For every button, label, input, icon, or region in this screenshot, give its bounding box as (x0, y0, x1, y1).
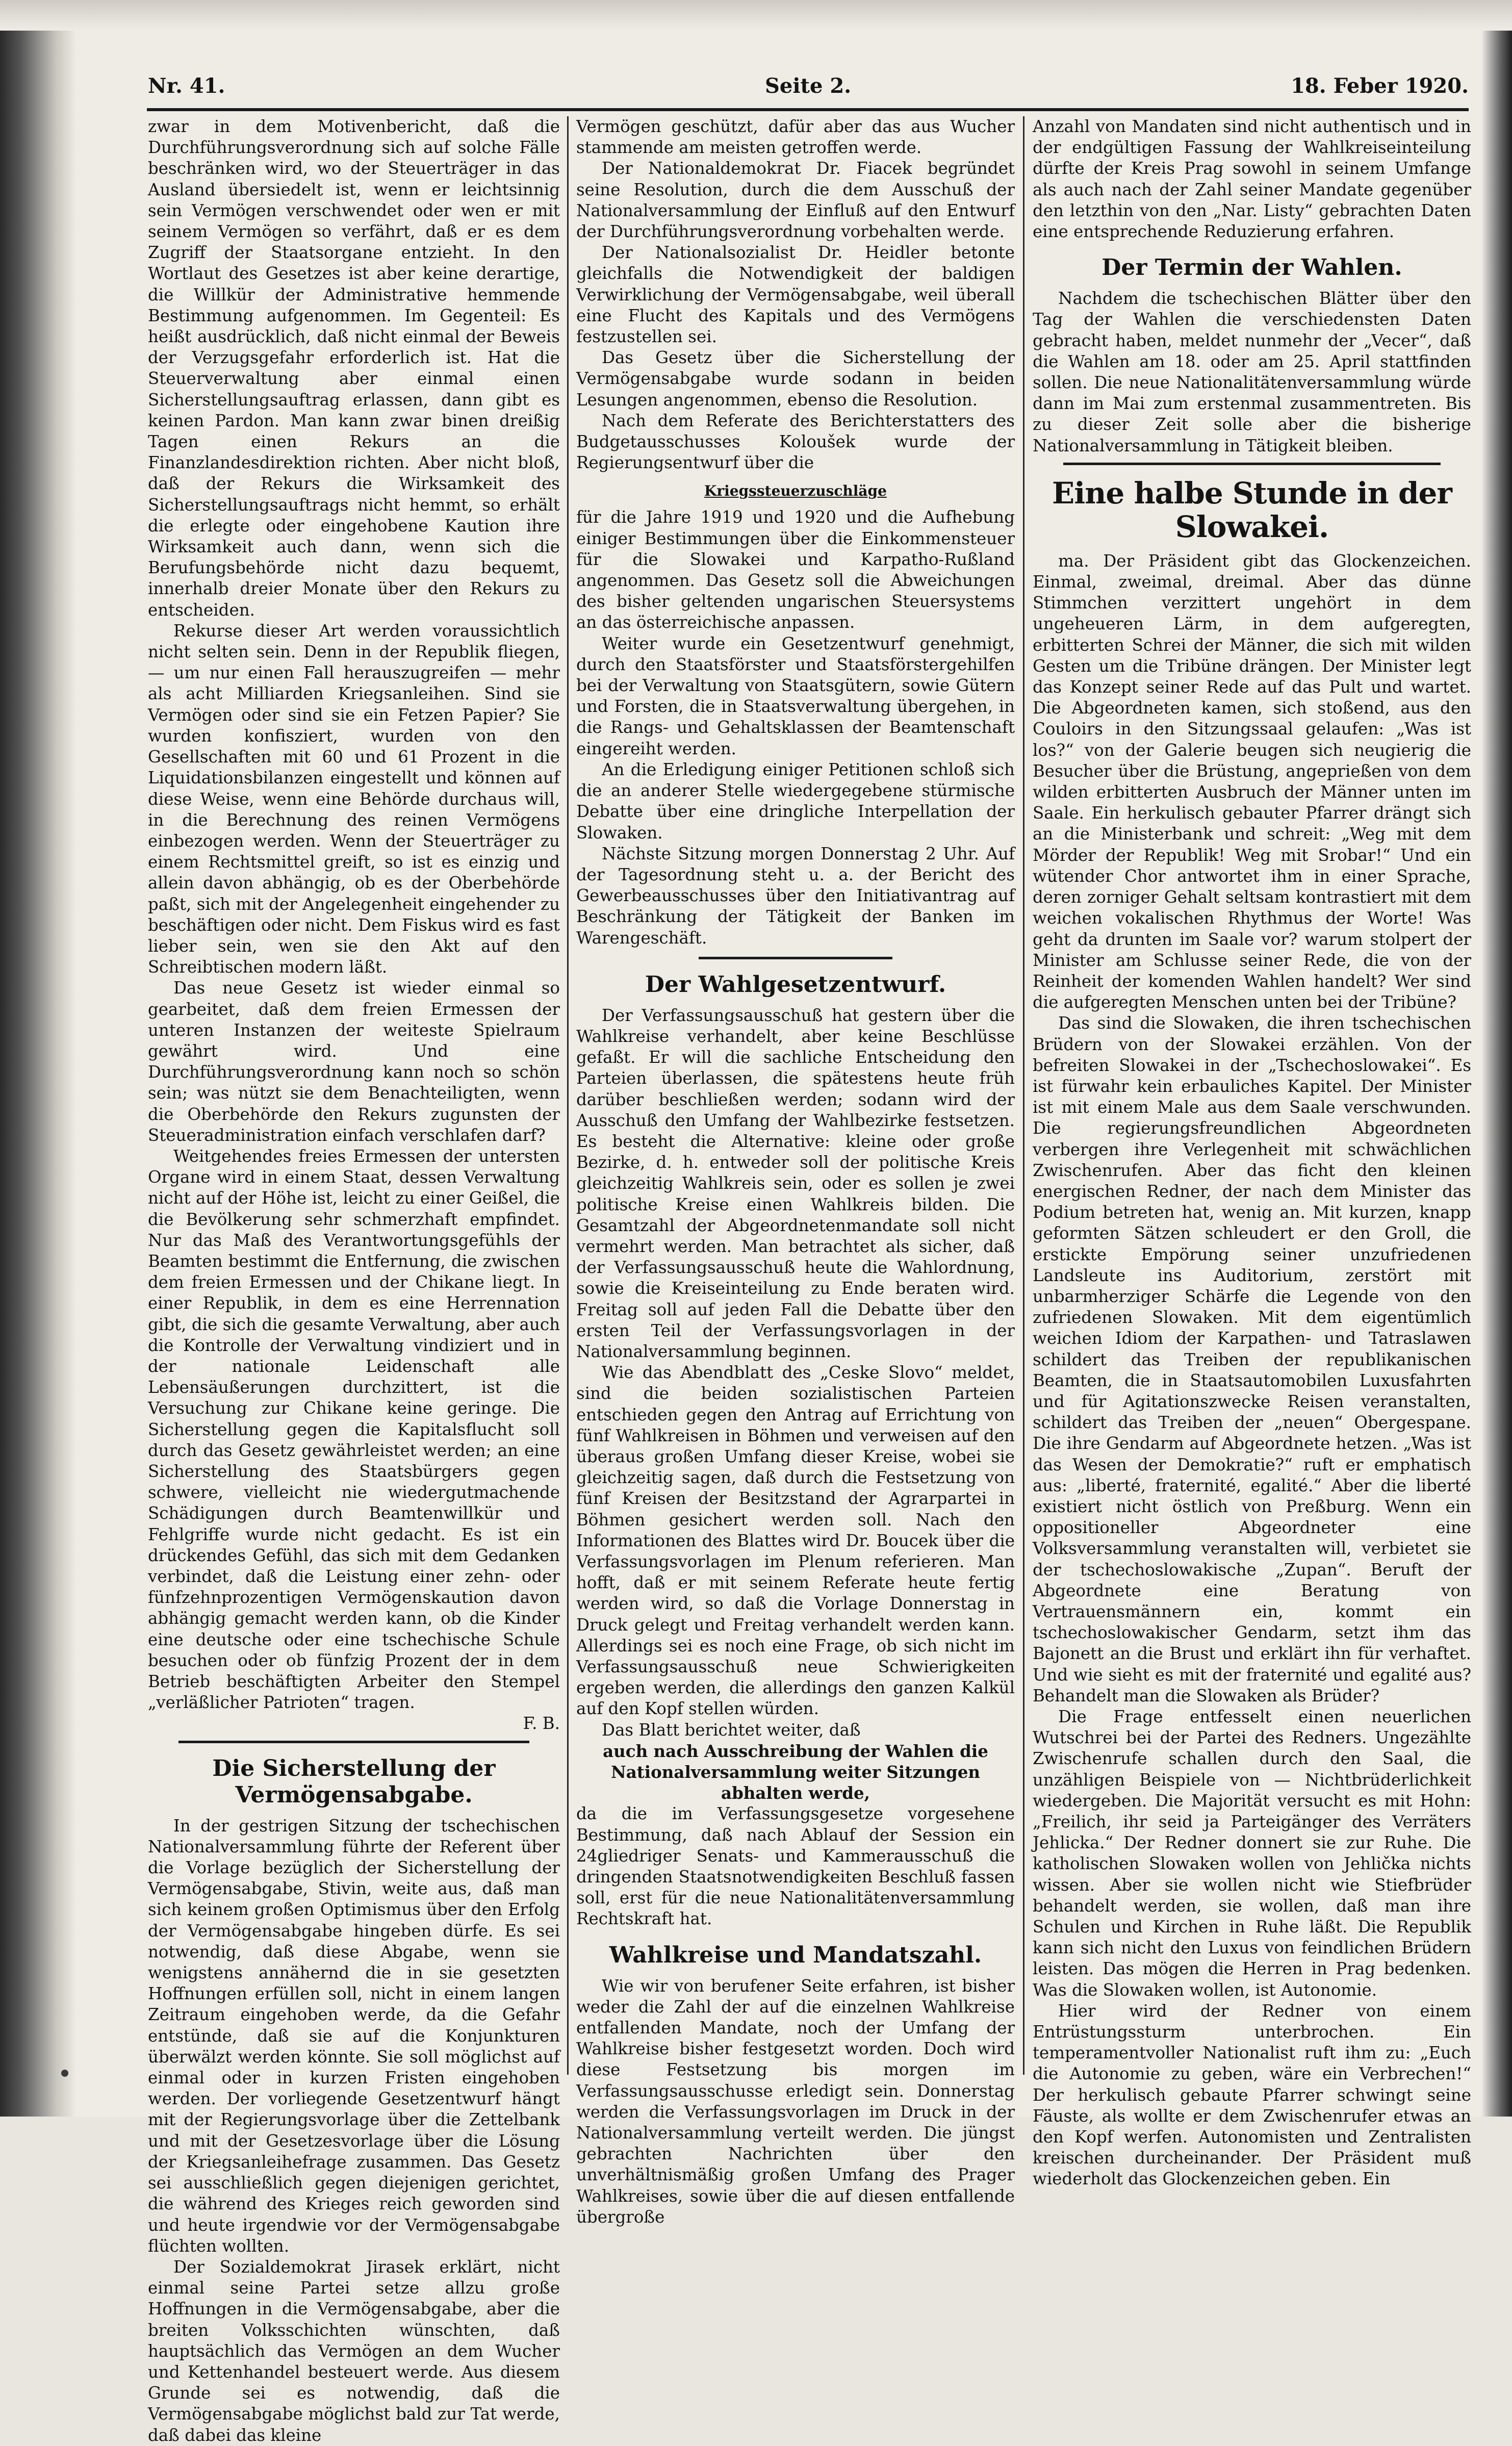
paragraph: Das Blatt berichtet weiter, daß (602, 1720, 861, 1740)
paragraph: Vermögen geschützt, dafür aber das aus Wucher stammende am meisten getroffen werde. (576, 117, 1015, 158)
article-heading-sicherstellung: Die Sicherstellung der Vermögensabgabe. (212, 1755, 496, 1808)
paragraph: Das neue Gesetz ist wieder einmal so gearbeitet, daß dem freien Ermessen der unteren Instanzen der weiteste Spielraum gewährt wird. Und eine Durchführungsverordnung kann noch so schön sein; was nützt sie dem Benachteiligten, wenn die Oberbehörde den Rekurs zugunsten der Steueradministration einfach verschlafen darf? (148, 978, 560, 1145)
paragraph: ma. Der Präsident gibt das Glockenzeichen. Einmal, zweimal, dreimal. Aber das dünne Stimmchen verzittert ungehört in dem ungeheueren Lärm, in dem aufgeregten, erbitterten Schrei der Männer, die sich mit wilden Gesten um die Tribüne drängen. Der Minister legt das Konzept seiner Rede auf das Pult und wartet. Die Abgeordneten kamen, sich stoßend, aus den Couloirs in den Sitzungssaal gelaufen: „Was ist los?“ von der Galerie beugen sich neugierig die Besucher über die Brüstung, angeprießen von dem wilden erbitterten Ausbruch der Männer unten im Saale. Ein herkulisch gebauter Pfarrer drängt sich an die Ministerbank und schreit: „Weg mit dem Mörder der Republik! Weg mit Srobar!“ Und ein wütender Chor antwortet ihm in einer Sprache, deren zorniger Gehalt seltsam kontrastiert mit dem weichen vokalischen Rhythmus der Worte! Was geht da drunten im Saale vor? warum stolpert der Minister am Schlusse seiner Rede, die von der Reinheit der komenden Wahlen handelt? Wer sind die aufgeregten Menschen unten bei der Tribüne? (1033, 551, 1471, 1012)
column-3 (1033, 116, 1471, 2189)
page-number: Seite 2. (765, 74, 852, 98)
paragraph: Anzahl von Mandaten sind nicht authentisch und in der endgültigen Fassung der Wahlkreiseinteilung dürfte der Kreis Prag sowohl in seinem Umfange als auch nach der Zahl seiner Mandate gegenüber den letzthin von den „Nar. Listy“ gebrachten Daten eine entsprechende Reduzierung erfahren. (1033, 117, 1471, 242)
paragraph: Der Sozialdemokrat Jirasek erklärt, nicht einmal seine Partei setze allzu große Hoffnungen in die Vermögensabgabe, aber die breiten Volksschichten wünschten, daß hauptsächlich das Vermögen an dem Wucher und Kettenhandel besteuert werde. Aus diesem Grunde sei es notwendig, daß die Vermögensabgabe möglichst bald zur Tat werde, daß dabei das kleine (148, 2257, 560, 2445)
subheading-kriegssteuer: Kriegssteuerzuschläge (704, 482, 887, 500)
column-separator (1023, 116, 1024, 2075)
paragraph: Der Nationalsozialist Dr. Heidler betonte gleichfalls die Notwendigkeit der baldigen Verwirklichung der Vermögensabgabe, weil überall eine Flucht des Kapitals und des Vermögens festzustellen sei. (576, 243, 1015, 347)
paragraph: zwar in dem Motivenbericht, daß die Durchführungsverordnung sich auf solche Fälle beschränken wird, wo der Steuerträger in das Ausland übersiedelt ist, wenn er leichtsinnig sein Vermögen verschwendet oder wen er mit seinem Vermögen so verfährt, daß er es dem Zugriff der Staatsorgane entzieht. In den Wortlaut des Gesetzes ist aber keine derartige, die Willkür der Administrative hemmende Bestimmung aufgenommen. Im Gegenteil: Es heißt ausdrücklich, daß nicht einmal der Beweis der Verzugsgefahr erforderlich ist. Hat die Steuerverwaltung aber einmal einen Sicherstellungsauftrag erlassen, dann gibt es keinen Pardon. Man kann zwar binen dreißig Tagen einen Rekurs an die Finanzlandesdirektion richten. Aber nicht bloß, daß der Rekurs die Wirksamkeit des Sicherstellungsauftrags nicht hemmt, so erhält die erlegte oder eingehobene Kaution ihre Wirksamkeit auch dann, wenn sich die Berufungsbehörde nicht dazu bequemt, innerhalb dreier Monate über den Rekurs zu entscheiden. (148, 117, 560, 620)
paragraph: Rekurse dieser Art werden voraussichtlich nicht selten sein. Denn in der Republik fliegen, — um nur einen Fall herauszugreifen — mehr als acht Milliarden Kriegsanleihen. Sind sie Vermögen oder sind sie ein Fetzen Papier? Sie wurden konfisziert, wurden von den Gesellschaften mit 60 und 61 Prozent in die Liquidationsbilanzen eingestellt und können auf diese Weise, wenn eine Behörde durchaus will, in die Berechnung des reinen Vermögens einbezogen werden. Wenn der Steuerträger zu einem Rechtsmittel greift, so ist es einzig und allein davon abhängig, ob es der Oberbehörde paßt, sich mit der Angelegenheit eingehender zu beschäftigen oder nicht. Dem Fiskus wird es fast lieber sein, wen sie den Akt auf den Schreibtischen modern läßt. (148, 621, 560, 977)
section-rule (1063, 463, 1441, 465)
article-heading-mandatszahl: Wahlkreise und Mandatszahl. (609, 1942, 982, 1968)
column-separator (567, 116, 569, 2075)
paragraph: da die im Verfassungsgesetze vorgesehene Bestimmung, daß nach Ablauf der Session ein 24gliedriger Senats- und Kammerausschuß die dringenden Staatsnotwendigkeiten Beschluß fassen soll, erst für die neue Nationalitätenversammlung Rechtskraft hat. (576, 1804, 1015, 1929)
scan-dot (61, 2070, 68, 2077)
highlighted-statement: auch nach Ausschreibung der Wahlen die Nationalversammlung weiter Sitzungen abhalten werde, (603, 1741, 988, 1803)
header-rule (147, 108, 1469, 111)
author-signature: F. B. (523, 1714, 560, 1734)
paragraph: Nach dem Referate des Berichterstatters des Budgetausschusses Koloušek wurde der Regierungsentwurf über die (576, 411, 1015, 473)
paragraph: Der Verfassungsausschuß hat gestern über die Wahlkreise verhandelt, aber keine Beschlüsse gefaßt. Er will die sachliche Entscheidung den Parteien überlassen, die spätestens heute früh darüber beschließen werden; sodann wird der Ausschuß den Umfang der Wahlbezirke festsetzen. Es besteht die Alternative: kleine oder große Bezirke, d. h. entweder soll der politische Kreis gleichzeitig Wahlkreis sein, oder es sollen je zwei politische Kreise einen Wahlkreis bilden. Die Gesamtzahl der Abgeordnetenmandate soll nicht vermehrt werden. Man betrachtet als sicher, daß der Verfassungsausschuß heute die Wahlordnung, sowie die Kreiseinteilung zu Ende beraten wird. Freitag soll auf jeden Fall die Debatte über den ersten Teil der Verfassungsvorlagen in der Nationalversammlung beginnen. (576, 1005, 1015, 1361)
paragraph: Nachdem die tschechischen Blätter über den Tag der Wahlen die verschiedensten Daten gebracht haben, meldet nunmehr der „Vecer“, daß die Wahlen am 18. oder am 25. April stattfinden sollen. Die neue Nationalitätenversammlung würde dann im Mai zum erstenmal zusammentreten. Bis zu dieser Zeit solle aber die bisherige Nationalversammlung in Tätigkeit bleiben. (1033, 289, 1471, 455)
article-heading-wahlgesetz: Der Wahlgesetzentwurf. (645, 971, 946, 998)
paragraph: Nächste Sitzung morgen Donnerstag 2 Uhr. Auf der Tagesordnung steht u. a. der Bericht des Gewerbeausschusses über den Initiativantrag auf Beschränkung der Tätigkeit der Banken im Warengeschäft. (576, 844, 1015, 948)
scan-top-edge (0, 0, 1512, 31)
paragraph: Weitgehendes freies Ermessen der untersten Organe wird in einem Staat, dessen Verwaltung nicht auf der Höhe ist, leicht zu einer Geißel, die die Bevölkerung sehr schmerzhaft empfindet. Nur das Maß des Verantwortungsgefühls der Beamten bestimmt die Entfernung, die zwischen dem freien Ermessen und der Chikane liegt. In einer Republik, in dem es eine Herrennation gibt, die sich die gesamte Verwaltung, aber auch die Kontrolle der Verwaltung vindiziert und in der nationale Leidenschaft alle Lebensäußerungen durchzittert, ist die Versuchung zur Chikane keine geringe. Die Sicherstellung gegen die Kapitalsflucht soll durch das Gesetz gewährleistet werden; an eine Sicherstellung des Staatsbürgers gegen schwere, vielleicht nie wiedergutmachende Schädigungen durch Beamtenwillkür und Fehlgriffe wurde nicht gedacht. Es ist ein drückendes Gefühl, das sich mit dem Gedanken verbindet, daß die Leistung einer zehn- oder fünfzehnprozentigen Vermögenskaution davon abhängig gemacht werden kann, ob die Kinder eine deutsche oder eine tschechische Schule besuchen oder ob fünfzig Prozent der in dem Betrieb beschäftigten Arbeiter den Stempel „verläßlicher Patrioten“ tragen. (148, 1146, 560, 1713)
section-rule (699, 957, 892, 959)
paragraph: für die Jahre 1919 und 1920 und die Aufhebung einiger Bestimmungen über die Einkommensteuer für die Slowakei und Karpatho-Rußland angenommen. Das Gesetz soll die Abweichungen des bisher geltenden ungarischen Steuersystems an das österreichische anpassen. (576, 507, 1015, 632)
scan-right-edge (1481, 0, 1512, 2117)
column-1 (148, 116, 560, 2445)
paragraph: Hier wird der Redner von einem Entrüstungssturm unterbrochen. Ein temperamentvoller Nationalist ruft ihm zu: „Euch die Autonomie zu geben, wäre ein Verbrechen!“ Der herkulisch gebaute Pfarrer schwingt seine Fäuste, als wollte er dem Zwischenrufer etwas an den Kopf werfen. Autonomisten und Zentralisten kreischen durcheinander. Der Präsident muß wiederholt das Glockenzeichen geben. Ein (1033, 2001, 1471, 2189)
paragraph: Der Nationaldemokrat Dr. Fiacek begründet seine Resolution, durch die dem Ausschuß der Nationalversammlung der Einfluß auf den Entwurf der Durchführungsverordnung vorbehalten werde. (576, 159, 1015, 242)
section-rule (178, 1741, 529, 1743)
paragraph: Wie das Abendblatt des „Ceske Slovo“ meldet, sind die beiden sozialistischen Parteien entschieden gegen den Antrag auf Errichtung von fünf Wahlkreisen in Böhmen und verweisen auf den überaus großen Umfang dieser Kreise, wobei sie gleichzeitig sagen, daß durch die Festsetzung von fünf Kreisen der Besitzstand der Agrarpartei in Böhmen gesichert werden soll. Nach den Informationen des Blattes wird Dr. Boucek über die Verfassungsvorlagen im Plenum referieren. Man hofft, daß er mit seinem Referate heute fertig werden wird, so daß die Vorlage Donnerstag in Druck gelegt und Freitag verhandelt werden kann. Allerdings sei es noch eine Frage, ob sich nicht im Verfassungsausschuß neue Schwierigkeiten ergeben werden, die allerdings den ganzen Kalkül auf den Kopf stellen würden. (576, 1363, 1015, 1719)
page-header (148, 74, 1469, 105)
scan-left-edge (0, 0, 76, 2117)
paragraph: Die Frage entfesselt einen neuerlichen Wutschrei bei der Partei des Redners. Ungezählte Zwischenrufe schallen durch den Saal, die unzähligen Beispiele von — Nichtbrüderlichkeit wiedergeben. Die Majorität versucht es mit Hohn: „Freilich, ihr seid ja Parteigänger des Verräters Jehlicka.“ Der Redner donnert sie zur Ruhe. Die katholischen Slowaken wollen von Jehlička nichts wissen. Aber sie wollen nicht wie Stiefbrüder behandelt werden, sie wollen, daß man ihre Schulen und Kirchen in Ruhe läßt. Die Republik kann sich nicht den Luxus von feindlichen Brüdern leisten. Das mögen die Herren in Prag bedenken. Was die Slowaken wollen, ist Autonomie. (1033, 1707, 1471, 2000)
paragraph: Das Gesetz über die Sicherstellung der Vermögensabgabe wurde sodann in beiden Lesungen angenommen, ebenso die Resolution. (576, 348, 1015, 410)
article-heading-slowakei: Eine halbe Stunde in der Slowakei. (1052, 475, 1452, 544)
column-2 (576, 116, 1015, 2227)
issue-date: 18. Feber 1920. (1291, 74, 1469, 98)
paragraph: Wie wir von berufener Seite erfahren, ist bisher weder die Zahl der auf die einzelnen Wahlkreise entfallenden Mandate, noch der Umfang der Wahlkreise bisher festgesetzt worden. Doch wird diese Festsetzung bis morgen im Verfassungsausschusse erledigt sein. Donnerstag werden die Verfassungsvorlagen im Druck in der Nationalversammlung verteilt werden. Die jüngst gebrachten Nachrichten über den unverhältnismäßig großen Umfang des Prager Wahlkreises, sowie über die auf diesen entfallende übergroße (576, 1976, 1015, 2227)
paragraph: Das sind die Slowaken, die ihren tschechischen Brüdern von der Slowakei erzählen. Von der befreiten Slowakei in der „Tschechoslowakei“. Es ist fürwahr kein erbauliches Kapitel. Der Minister ist mit einem Male aus dem Saale verschwunden. Die regierungsfreundlichen Abgeordneten verbergen ihre Verlegenheit mit schwächlichen Zwischenrufen. Aber das ficht den kleinen energischen Redner, der nach dem Minister das Podium betreten hat, wenig an. Mit kurzen, knapp geformten Sätzen schleudert er den Groll, die erstickte Empörung seiner unzufriedenen Landsleute ins Auditorium, zerstört mit unbarmherziger Schärfe die Legende von den zufriedenen Slowaken. Mit dem eigentümlich weichen Idiom der Karpathen- und Tatraslawen schildert das Treiben der republikanischen Beamten, die in Staatsautomobilen Luxusfahrten und für Agitationszwecke Reisen veranstalten, schildert das Treiben der „neuen“ Obergespane. Die ihre Gendarm auf Abgeordnete hetzen. „Was ist das Wesen der Demokratie?“ ruft er emphatisch aus: „liberté, fraternité, egalité.“ Aber die liberté existiert nicht östlich von Preßburg. Wenn ein oppositioneller Abgeordneter eine Volksversammlung veranstalten will, verbietet sie der tschechoslowakische „Zupan“. Beruft der Abgeordnete eine Beratung von Vertrauensmännern ein, kommt ein tschechoslowakischer Gendarm, setzt ihm das Bajonett an die Brust und erklärt ihn für verhaftet. Und wie sieht es mit der fraternité und egalité aus? Behandelt man die Slowaken als Brüder? (1033, 1013, 1471, 1705)
article-heading-termin: Der Termin der Wahlen. (1101, 254, 1402, 281)
paragraph: Weiter wurde ein Gesetzentwurf genehmigt, durch den Staatsförster und Staatsförstergehilfen bei der Verwaltung von Staatsgütern, sowie Gütern und Forsten, die in Staatsverwaltung übergehen, in die Rangs- und Gehaltsklassen der Beamtenschaft eingereiht werden. (576, 633, 1015, 758)
issue-number: Nr. 41. (148, 74, 225, 98)
paragraph: An die Erledigung einiger Petitionen schloß sich die an anderer Stelle wiedergegebene stürmische Debatte über eine dringliche Interpellation der Slowaken. (576, 759, 1015, 843)
paragraph: In der gestrigen Sitzung der tschechischen Nationalversammlung führte der Referent über die Vorlage bezüglich der Sicherstellung der Vermögensabgabe, Stivin, weite aus, daß man sich keinem großen Optimismus über den Erfolg der Vermögensabgabe hingeben dürfe. Es sei notwendig, daß diese Abgabe, wenn sie wenigstens annähernd die in sie gesetzten Hoffnungen erfüllen soll, nicht in einem langen Zeitraum eingehoben werde, da die Gefahr entstünde, daß sie auf die Konjunkturen überwälzt werden könnte. Sie soll möglichst auf einmal oder in kurzen Fristen eingehoben werden. Der vorliegende Gesetzentwurf hängt mit der Regierungsvorlage über die Zettelbank und mit der Gesetzesvorlage über die Lösung der Kriegsanleihefrage zusammen. Das Gesetz sei ausschließlich gegen diejenigen gerichtet, die während des Krieges reich geworden sind und heute irgendwie vor der Vermögensabgabe flüchten wollten. (148, 1816, 560, 2256)
